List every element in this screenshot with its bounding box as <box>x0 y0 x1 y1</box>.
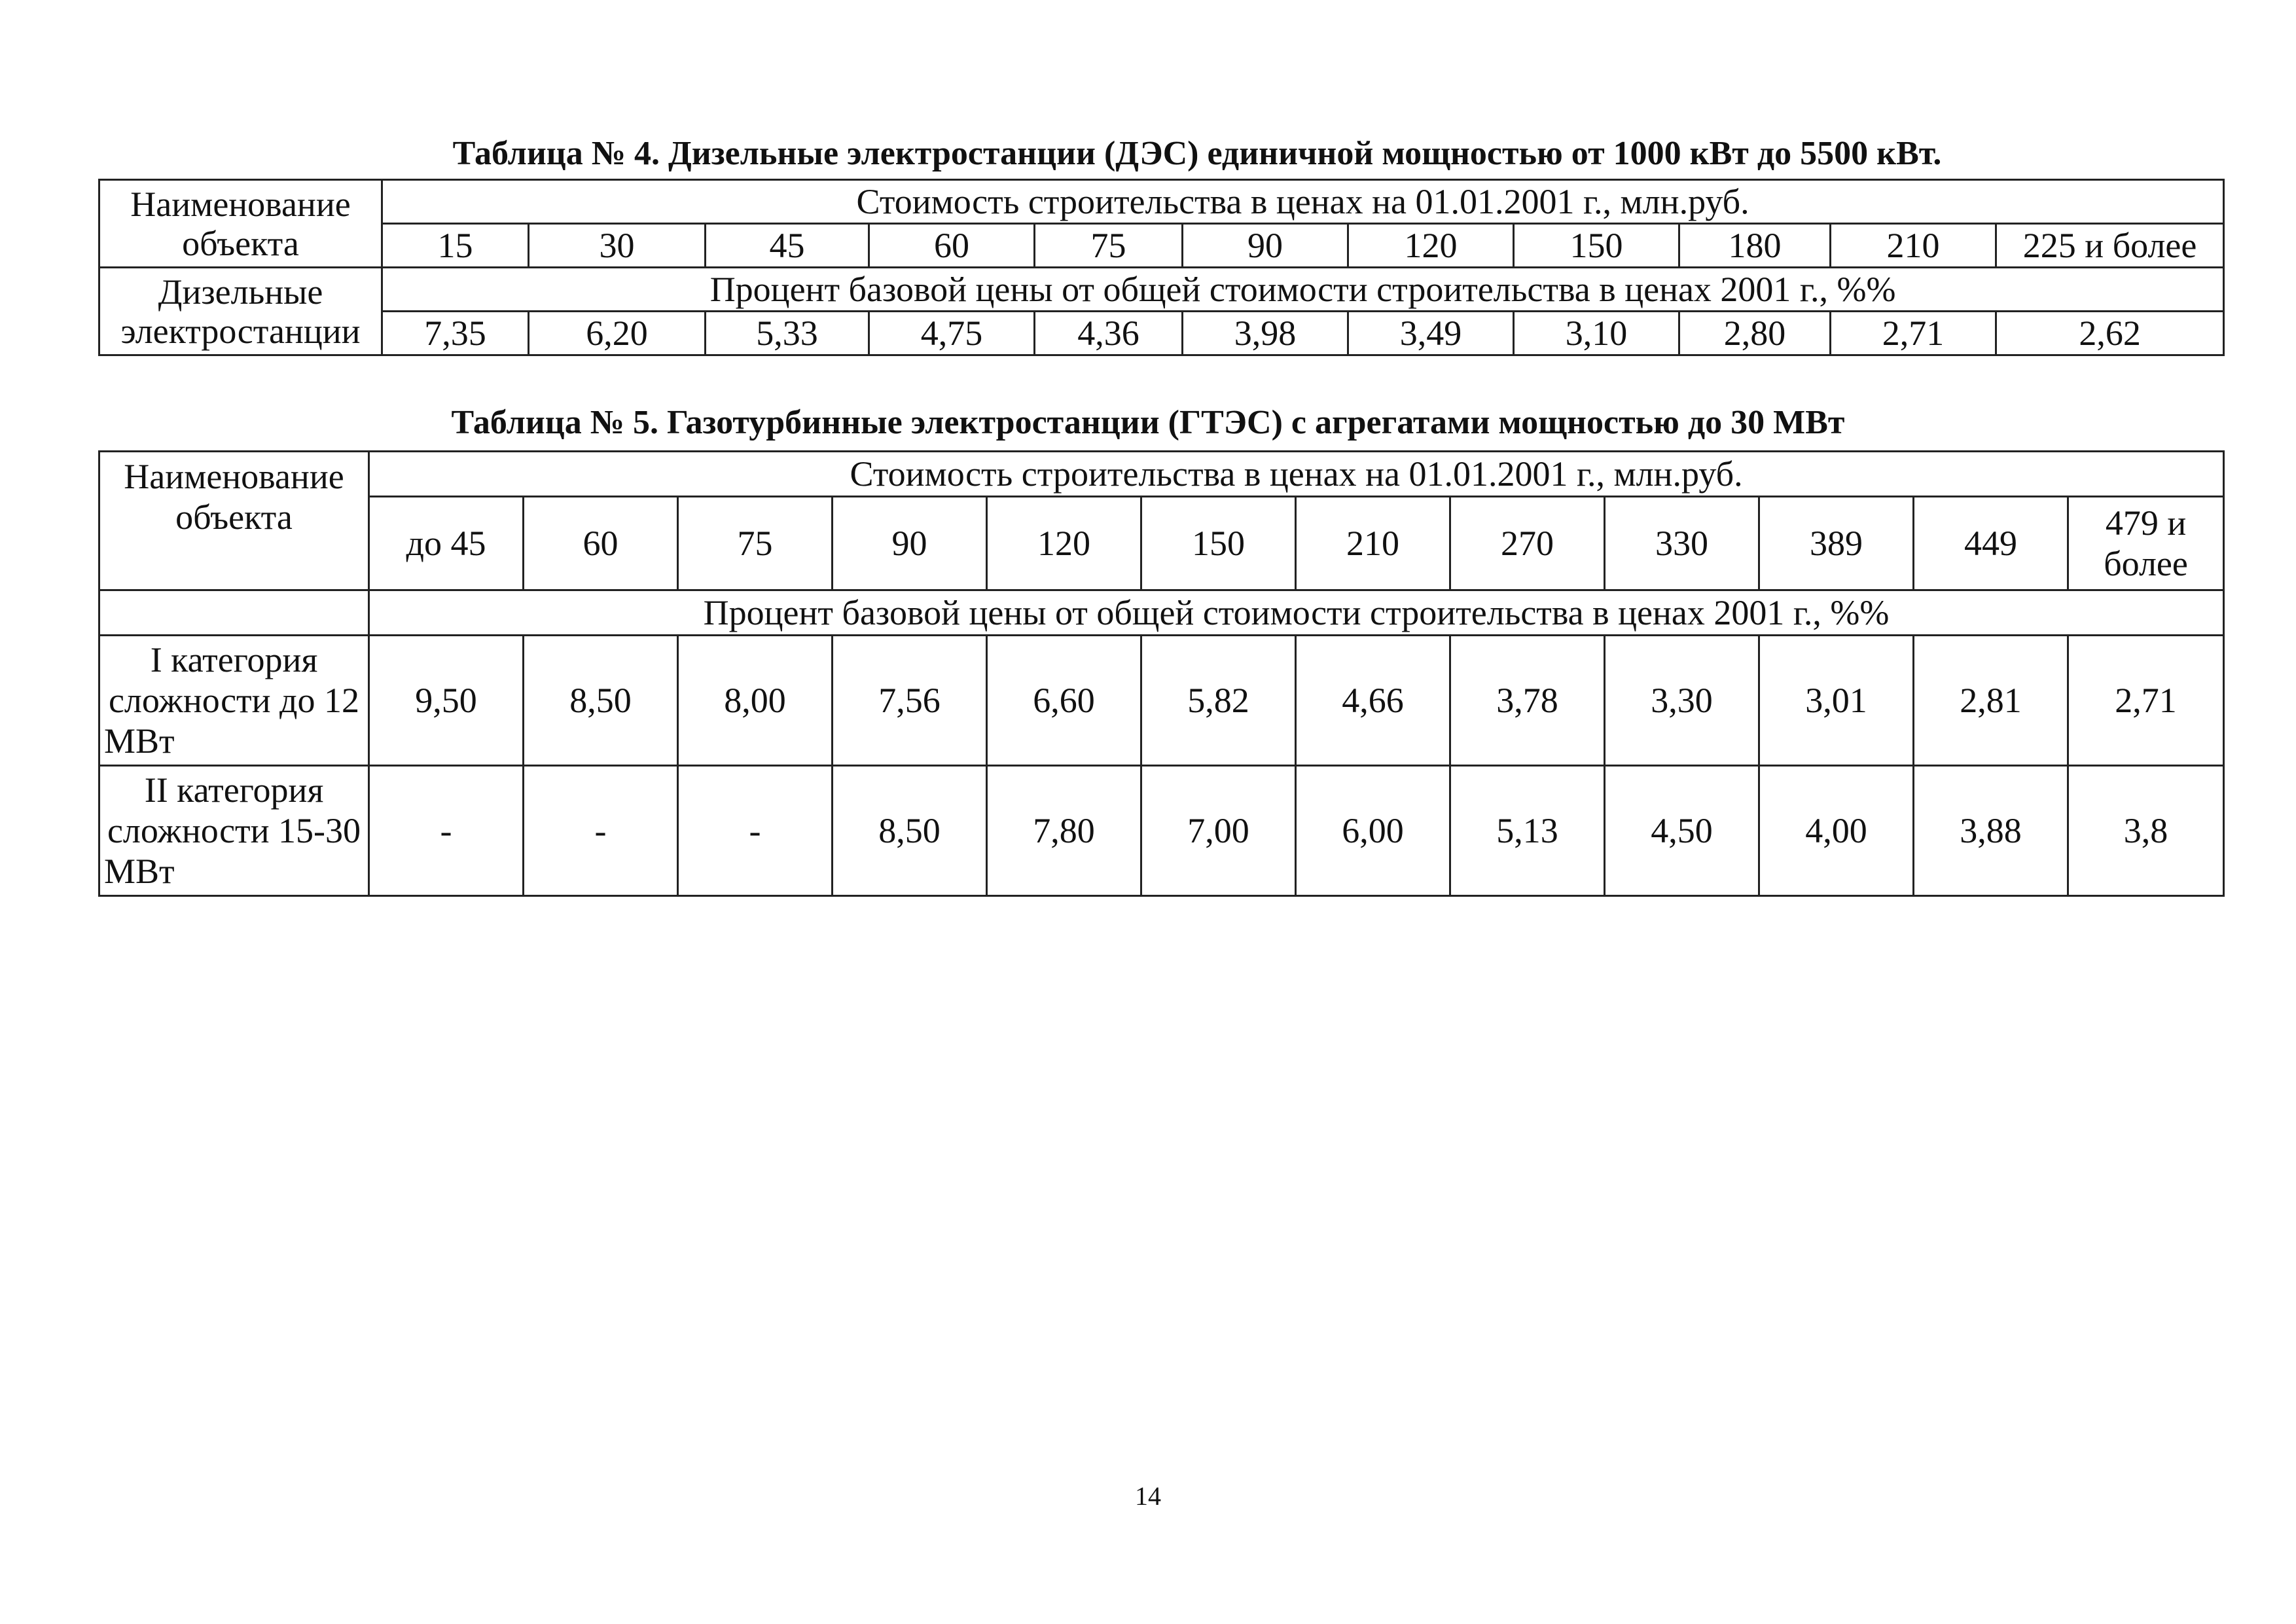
table4-cost-header: Стоимость строительства в ценах на 01.01.2001 г., млн.руб. <box>382 180 2224 224</box>
table5-cost-column: 210 <box>1296 497 1450 590</box>
table4-value-cell: 3,49 <box>1348 312 1514 355</box>
table4-value-cell: 6,20 <box>529 312 706 355</box>
table4-value-cell: 7,35 <box>382 312 529 355</box>
table5-cost-column: 150 <box>1141 497 1296 590</box>
table4-value-cell: 2,80 <box>1679 312 1831 355</box>
table5-value-cell: 8,50 <box>833 766 987 896</box>
table5-value-cell: - <box>369 766 524 896</box>
table5-value-cell: 6,60 <box>987 636 1141 766</box>
table5-value-cell: 5,82 <box>1141 636 1296 766</box>
table4 <box>98 179 2225 356</box>
table5-cost-header: Стоимость строительства в ценах на 01.01.2001 г., млн.руб. <box>369 452 2224 497</box>
table4-value-cell: 2,62 <box>1996 312 2224 355</box>
table4-cost-column: 60 <box>869 224 1035 268</box>
table5-value-cell: 9,50 <box>369 636 524 766</box>
table4-percent-header: Процент базовой цены от общей стоимости строительства в ценах 2001 г., %% <box>382 268 2224 312</box>
table5-value-cell: 4,00 <box>1759 766 1914 896</box>
page-number: 14 <box>1135 1481 1161 1511</box>
table4-value-cell: 3,98 <box>1183 312 1348 355</box>
table4-cost-column: 30 <box>529 224 706 268</box>
table5-percent-header: Процент базовой цены от общей стоимости строительства в ценах 2001 г., %% <box>369 590 2224 636</box>
table5-cost-column: 120 <box>987 497 1141 590</box>
table5-cost-column: 389 <box>1759 497 1914 590</box>
table4-cost-column: 210 <box>1831 224 1996 268</box>
table5-row <box>99 636 2224 766</box>
table5-caption: Таблица № 5. Газотурбинные электростанции (ГТЭС) с агрегатами мощностью до 30 МВт <box>451 404 1845 441</box>
table4-cost-column: 150 <box>1514 224 1679 268</box>
table4-cost-column: 225 и более <box>1996 224 2224 268</box>
table5-value-cell: - <box>678 766 833 896</box>
table4-cost-column: 75 <box>1035 224 1183 268</box>
table5-row-label: I категория сложности до 12 МВт <box>99 636 369 766</box>
table4-value-cell: 4,75 <box>869 312 1035 355</box>
table5-value-cell: 3,01 <box>1759 636 1914 766</box>
table5-row-label: II категория сложности 15-30 МВт <box>99 766 369 896</box>
table4-row-label: Дизельные электростанции <box>99 268 382 355</box>
table5-value-cell: 4,66 <box>1296 636 1450 766</box>
table4-caption: Таблица № 4. Дизельные электростанции (ДЭС) единичной мощностью от 1000 кВт до 5500 кВт. <box>452 135 1942 172</box>
table5-value-cell: 8,00 <box>678 636 833 766</box>
table5-row-header: Наименование объекта <box>99 452 369 590</box>
table4-value-cell: 2,71 <box>1831 312 1996 355</box>
table5-cost-column: 90 <box>833 497 987 590</box>
table5-value-cell: 6,00 <box>1296 766 1450 896</box>
table5-value-cell: 8,50 <box>524 636 678 766</box>
table5-row <box>99 766 2224 896</box>
table5-cost-column: 330 <box>1605 497 1759 590</box>
table5-value-cell: 2,81 <box>1914 636 2068 766</box>
table5-value-cell: 3,30 <box>1605 636 1759 766</box>
table5-value-cell: 7,00 <box>1141 766 1296 896</box>
table5-value-cell: 3,8 <box>2068 766 2224 896</box>
table5-value-cell: 3,88 <box>1914 766 2068 896</box>
table4-cost-column: 180 <box>1679 224 1831 268</box>
table5-value-cell: - <box>524 766 678 896</box>
table4-cost-column: 45 <box>706 224 869 268</box>
table5-cost-column: до 45 <box>369 497 524 590</box>
table5-cost-column: 270 <box>1450 497 1605 590</box>
table5-value-cell: 7,80 <box>987 766 1141 896</box>
table5-value-cell: 4,50 <box>1605 766 1759 896</box>
table5-value-cell: 2,71 <box>2068 636 2224 766</box>
table4-value-cell: 4,36 <box>1035 312 1183 355</box>
table4-cost-column: 120 <box>1348 224 1514 268</box>
table5-cost-column: 75 <box>678 497 833 590</box>
table5-empty-cell <box>99 590 369 636</box>
table4-value-cell: 5,33 <box>706 312 869 355</box>
table5-value-cell: 7,56 <box>833 636 987 766</box>
table5-value-cell: 3,78 <box>1450 636 1605 766</box>
table5-cost-column: 60 <box>524 497 678 590</box>
table4-cost-column: 90 <box>1183 224 1348 268</box>
table4-row-header: Наименование объекта <box>99 180 382 268</box>
table5-cost-column: 479 и более <box>2068 497 2224 590</box>
table5-value-cell: 5,13 <box>1450 766 1605 896</box>
table4-cost-column: 15 <box>382 224 529 268</box>
table5-cost-column: 449 <box>1914 497 2068 590</box>
table4-value-cell: 3,10 <box>1514 312 1679 355</box>
table5 <box>98 450 2225 897</box>
